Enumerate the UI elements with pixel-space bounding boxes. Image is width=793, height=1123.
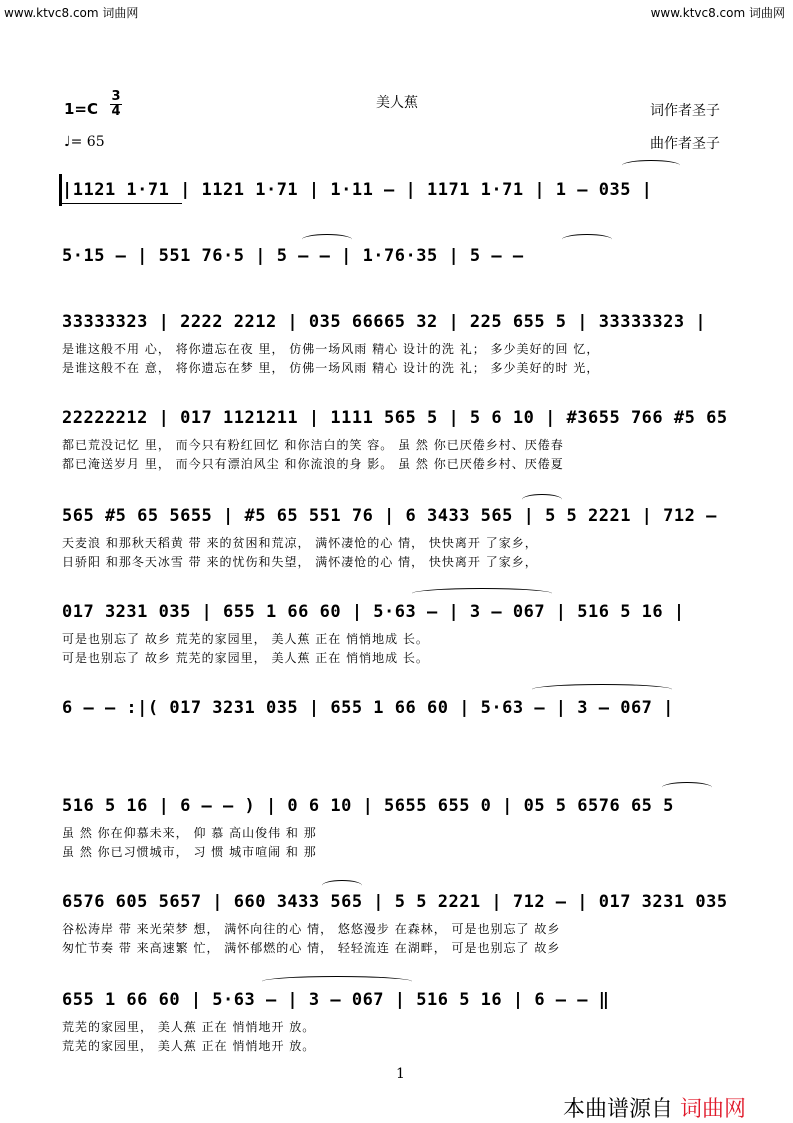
time-bottom: 4 [111,104,121,119]
lyrics-verse-1: 荒芜的家园里， 美人蕉 正在 悄悄地开 放。 [62,1020,316,1034]
lyrics-verse-1: 都已荒没记忆 里， 而今只有粉红回忆 和你洁白的笑 容。 虽 然 你已厌倦乡村、厌倦春 [62,438,564,452]
source-footer [563,1092,746,1123]
tie-slur [622,160,680,171]
footer-site-link[interactable]: 词曲网 [680,1097,747,1122]
notes-line-5: 565 #5 65 5655 | #5 65 551 76 | 6 3433 565 | 5 5 2221 | 712 – [62,506,717,526]
time-signature [110,90,122,119]
lyrics-verse-1: 天麦浪 和那秋天稻黄 带 来的贫困和荒凉， 满怀凄怆的心 情， 快快离开 了家乡， [62,536,538,550]
footer-source-text: 本曲谱源自 [563,1097,674,1122]
lyrics-verse-2: 可是也别忘了 故乡 荒芜的家园里， 美人蕉 正在 悄悄地成 长。 [62,651,429,665]
lyrics-verse-2: 都已淹送岁月 里， 而今只有漂泊风尘 和你流浪的身 影。 虽 然 你已厌倦乡村、厌倦夏 [62,457,564,471]
tie-slur [532,684,672,695]
tie-slur [522,494,562,505]
notes-line-2: 5·15 – | 551 76·5 | 5 – – | 1·76·35 | 5 – – [62,246,524,266]
tie-slur [562,234,612,245]
lyrics-verse-1: 虽 然 你在仰慕未来， 仰 慕 高山俊伟 和 那 [62,826,317,840]
beam-underline [62,203,182,204]
page-number: 1 [396,1066,405,1082]
lyrics-verse-1: 是谁这般不用 心， 将你遗忘在夜 里， 仿佛一场风雨 精心 设计的洗 礼； 多少美好的回 忆， [62,342,600,356]
notes-line-3: 33333323 | 2222 2212 | 035 66665 32 | 225 655 5 | 33333323 | [62,312,707,332]
notes-line-8: 516 5 16 | 6 – – ) | 0 6 10 | 5655 655 0 | 05 5 6576 65 5 [62,796,674,816]
tie-slur [262,976,412,987]
notes-line-4: 22222212 | 017 1121211 | 1111 565 5 | 5 6 10 | #3655 766 #5 65 [62,408,728,428]
lyrics-verse-2: 荒芜的家园里， 美人蕉 正在 悄悄地开 放。 [62,1039,316,1053]
composer-credit: 曲作者圣子 [650,136,720,152]
lyrics-verse-2: 虽 然 你已习惯城市， 习 惯 城市喧闹 和 那 [62,845,317,859]
lyrics-verse-2: 匆忙节奏 带 来高速繁 忙， 满怀郁燃的心 情， 轻轻流连 在湖畔， 可是也别忘了 故乡 [62,941,561,955]
notes-line-9: 6576 605 5657 | 660 3433 565 | 5 5 2221 | 712 – | 017 3231 035 [62,892,728,912]
tie-slur [302,234,352,245]
notes-line-1: |1121 1·71 | 1121 1·71 | 1·11 – | 1171 1·71 | 1 – 035 | [62,180,653,200]
lyrics-verse-1: 谷松涛岸 带 来光荣梦 想， 满怀向往的心 情， 悠悠漫步 在森林， 可是也别忘了 故乡 [62,922,561,936]
watermark-left: www.ktvc8.com 词曲网 [4,6,139,20]
key-signature: 1=C [64,100,99,118]
notes-line-10: 655 1 66 60 | 5·63 – | 3 – 067 | 516 5 16 | 6 – – ‖ [62,990,610,1010]
tie-slur [322,880,362,891]
lyrics-verse-2: 日骄阳 和那冬天冰雪 带 来的忧伤和失望， 满怀凄怆的心 情， 快快离开 了家乡， [62,555,538,569]
lyrics-verse-1: 可是也别忘了 故乡 荒芜的家园里， 美人蕉 正在 悄悄地成 长。 [62,632,429,646]
tie-slur [662,782,712,793]
watermark-right: www.ktvc8.com 词曲网 [650,6,785,20]
notes-line-7: 6 – – :|( 017 3231 035 | 655 1 66 60 | 5·63 – | 3 – 067 | [62,698,674,718]
notes-line-6: 017 3231 035 | 655 1 66 60 | 5·63 – | 3 – 067 | 516 5 16 | [62,602,685,622]
lyrics-verse-2: 是谁这般不在 意， 将你遗忘在梦 里， 仿佛一场风雨 精心 设计的洗 礼； 多少美好的时 光， [62,361,600,375]
song-title: 美人蕉 [376,95,418,111]
lyricist-credit: 词作者圣子 [650,103,720,119]
time-top: 3 [111,89,121,104]
tie-slur [412,588,552,599]
tempo-marking: ♩= 65 [64,134,105,150]
